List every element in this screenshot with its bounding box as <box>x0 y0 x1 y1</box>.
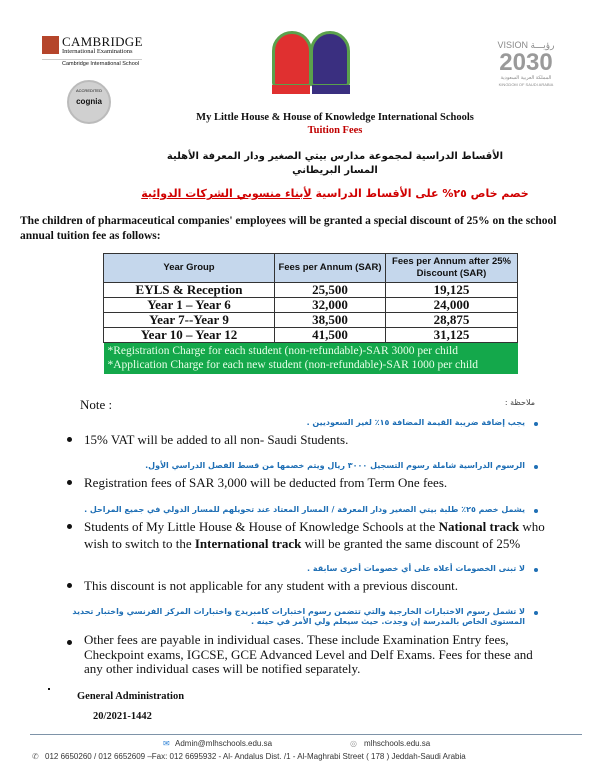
note-en-1: 15% VAT will be added to all non- Saudi Students. <box>84 432 349 447</box>
cell-year: Year 7--Year 9 <box>104 313 275 328</box>
cognia-name: cognia <box>76 97 102 106</box>
cell-fee: 25,500 <box>275 283 386 298</box>
note-label: Note : <box>80 397 113 412</box>
header-year-group: Year Group <box>104 254 275 283</box>
note-en-2: Registration fees of SAR 3,000 will be deducted from Term One fees. <box>84 475 448 490</box>
bullet-icon <box>534 422 538 426</box>
table-row <box>104 313 518 328</box>
table-row <box>104 298 518 313</box>
cell-discounted: 28,875 <box>386 313 518 328</box>
bullet-icon <box>534 568 538 572</box>
cognia-top: ACCREDITED <box>75 88 102 93</box>
cell-discounted: 31,125 <box>386 328 518 343</box>
logo-red-emblem <box>272 31 312 87</box>
signature-ref: 20/2021-1442 <box>93 711 152 722</box>
bullet-icon <box>67 640 72 645</box>
school-logo <box>266 27 356 97</box>
header-fees-discount: Fees per Annum after 25% Discount (SAR) <box>386 254 518 283</box>
vision-year: 2030 <box>499 49 553 76</box>
footer-divider <box>30 734 582 735</box>
table-header-row <box>104 254 518 283</box>
fees-table <box>103 253 518 374</box>
note-ar-1: يجب إضافة ضريبة القيمة المضافة ١٥٪ لغير السعوديين . <box>306 418 525 427</box>
signature-dept: General Administration <box>77 691 185 702</box>
page-title: My Little House & House of Knowledge International Schools <box>196 112 474 123</box>
bullet-icon <box>67 480 72 485</box>
table-note-row <box>104 358 518 374</box>
vision-2030-logo <box>490 40 562 88</box>
note-en-3b: National track <box>438 519 520 534</box>
note-ar-5: لا تشمل رسوم الاختبارات الخارجية والتي تتضمن رسوم اختبارات كامبريدج واختبارات المركز الفرنسي واختبار تحديد المستوى الخاص بالمدرسة إن وجدت. حيث سيعلم ولي الأمر في حينه . <box>72 607 525 626</box>
cell-discounted: 24,000 <box>386 298 518 313</box>
bullet-icon <box>67 583 72 588</box>
email-icon: ✉ <box>163 739 170 748</box>
page-subtitle: Tuition Fees <box>307 125 363 136</box>
logo-blue-ribbon <box>312 85 350 94</box>
registration-charge-note: *Registration Charge for each student (non-refundable)-SAR 3000 per child <box>104 343 518 359</box>
arabic-title-line2: المسار البريطاني <box>292 165 378 176</box>
bullet-icon <box>67 437 72 442</box>
cell-year: Year 10 – Year 12 <box>104 328 275 343</box>
arabic-discount-heading <box>60 187 600 201</box>
note-en-3 <box>84 518 554 552</box>
vision-arabic: رؤيـــة <box>530 40 555 50</box>
cambridge-sub: International Examinations <box>62 48 133 55</box>
cell-fee: 32,000 <box>275 298 386 313</box>
cell-fee: 38,500 <box>275 313 386 328</box>
cell-year: Year 1 – Year 6 <box>104 298 275 313</box>
intro-paragraph: The children of pharmaceutical companies' employees will be granted a special discount of 25% on the school annual tuition fee as follows: <box>20 215 557 242</box>
footer-email[interactable]: Admin@mlhschools.edu.sa <box>175 739 273 748</box>
footer <box>30 739 582 767</box>
table-row <box>104 328 518 343</box>
note-ar-3: يشمل خصم ٢٥٪ طلبة بيتي الصغير ودار المعرفة / المسار المعتاد عند تحويلهم للمسار الدولي في جميع المراحل . <box>84 505 525 514</box>
footer-contact: 012 6650260 / 012 6652609 –Fax: 012 6695932 - Al- Andalus Dist. /1 - Al-Maghrabi Street ( 178 ) Jeddah-Saudi Arabia <box>45 752 466 761</box>
bullet-icon <box>534 611 538 615</box>
logo-red-ribbon <box>272 85 310 94</box>
note-label-ar: ملاحظة : <box>504 398 535 407</box>
note-en-3e: will be granted the same discount of 25% <box>301 536 521 551</box>
vision-sub-en: KINGDOM OF SAUDI ARABIA <box>498 82 554 87</box>
cell-discounted: 19,125 <box>386 283 518 298</box>
arabic-title-line1: الأقساط الدراسية لمجموعة مدارس بيتي الصغير ودار المعرفة الأهلية <box>166 151 504 162</box>
note-en-5: Other fees are payable in individual cases. These include Examination Entry fees, Checkpoint exams, IGCSE, GCE Advanced Level and Delf Exams. Fees for these and any other individual cases will be notified separately. <box>84 632 533 676</box>
header-fees: Fees per Annum (SAR) <box>275 254 386 283</box>
note-en-4: This discount is not applicable for any student with a previous discount. <box>84 578 459 593</box>
dot-mark <box>48 688 50 690</box>
cambridge-divider <box>42 59 142 60</box>
bullet-icon <box>67 524 72 529</box>
cell-fee: 41,500 <box>275 328 386 343</box>
footer-website[interactable]: mlhschools.edu.sa <box>364 739 431 748</box>
note-ar-2: الرسوم الدراسية شاملة رسوم التسجيل ٣٠٠٠ ريال ويتم خصمها من قسط الفصل الدراسي الأول. <box>145 461 525 470</box>
vision-label: VISION <box>497 40 529 50</box>
globe-icon: ◎ <box>350 739 357 748</box>
note-ar-4: لا تبنى الخصومات أعلاه على أي خصومات أخرى سابقة . <box>307 564 525 573</box>
table-row <box>104 283 518 298</box>
table-note-row <box>104 343 518 359</box>
bullet-icon <box>534 509 538 513</box>
note-en-3c: who wish to switch to the <box>84 519 545 551</box>
cell-year: EYLS & Reception <box>104 283 275 298</box>
cambridge-name: CAMBRIDGE <box>62 34 143 49</box>
arabic-discount-a: خصم خاص ٢٥% على الأقساط الدراسية <box>311 187 529 200</box>
bullet-icon <box>534 465 538 469</box>
phone-icon: ✆ <box>32 752 39 761</box>
cambridge-school: Cambridge International School <box>62 61 140 67</box>
note-en-3a: Students of My Little House & House of Knowledge Schools at the <box>84 519 439 534</box>
arabic-discount-b: لأبناء منسوبي الشركات الدوائية <box>141 187 312 200</box>
application-charge-note: *Application Charge for each new student (non-refundable)-SAR 1000 per child <box>104 358 518 374</box>
note-en-3d: International track <box>194 536 302 551</box>
cambridge-shield-icon <box>42 36 59 54</box>
logo-blue-emblem <box>310 31 350 87</box>
vision-sub-ar: المملكة العربية السعودية <box>500 75 552 81</box>
